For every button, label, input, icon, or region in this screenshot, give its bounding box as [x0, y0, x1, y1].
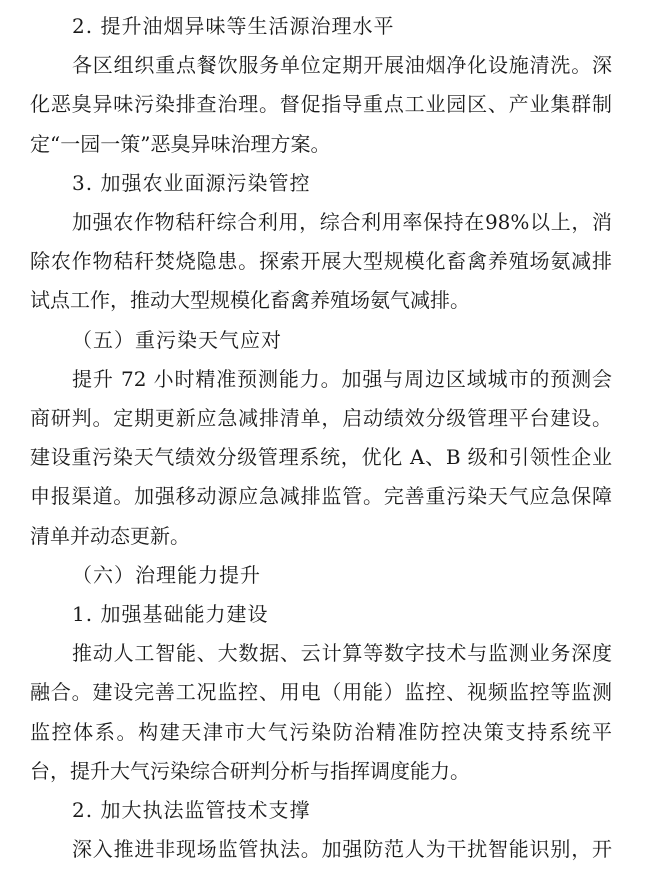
section-heading: （五）重污染天气应对: [72, 327, 282, 352]
section-heading: 2. 提升油烟异味等生活源治理水平: [72, 14, 395, 38]
paragraph-line: 台，提升大气污染综合研判分析与指挥调度能力。: [30, 758, 470, 783]
paragraph-line: 融合。建设完善工况监控、用电（用能）监控、视频监控等监测: [30, 680, 612, 705]
paragraph-line: 试点工作，推动大型规模化畜禽养殖场氨气减排。: [30, 288, 470, 313]
paragraph-line: 商研判。定期更新应急减排清单，启动绩效分级管理平台建设。: [30, 406, 612, 430]
section-heading: 3. 加强农业面源污染管控: [72, 170, 311, 195]
section-heading: 2. 加大执法监管技术支撑: [72, 798, 311, 822]
paragraph-line: 提升 72 小时精准预测能力。加强与周边区域城市的预测会: [72, 366, 612, 391]
paragraph-line: 深入推进非现场监管执法。加强防范人为干扰智能识别，开: [72, 837, 612, 862]
paragraph-line: 各区组织重点餐饮服务单位定期开展油烟净化设施清洗。深: [72, 53, 612, 78]
paragraph-line: 加强农作物秸秆综合利用，综合利用率保持在98%以上，消: [72, 210, 612, 234]
paragraph-line: 推动人工智能、大数据、云计算等数字技术与监测业务深度: [72, 641, 612, 666]
section-heading: （六）治理能力提升: [72, 562, 261, 587]
paragraph-line: 除农作物秸秆焚烧隐患。探索开展大型规模化畜禽养殖场氨减排: [30, 249, 612, 274]
section-heading: 1. 加强基础能力建设: [72, 602, 269, 626]
paragraph-line: 建设重污染天气绩效分级管理系统，优化 A、B 级和引领性企业: [30, 445, 612, 470]
paragraph-line: 监控体系。构建天津市大气污染防治精准防控决策支持系统平: [30, 719, 612, 744]
paragraph-line: 申报渠道。加强移动源应急减排监管。完善重污染天气应急保障: [30, 484, 612, 509]
paragraph-line: 化恶臭异味污染排查治理。督促指导重点工业园区、产业集群制: [30, 92, 612, 117]
paragraph-line: 清单并动态更新。: [30, 523, 190, 548]
paragraph-line: 定“一园一策”恶臭异味治理方案。: [30, 131, 331, 156]
